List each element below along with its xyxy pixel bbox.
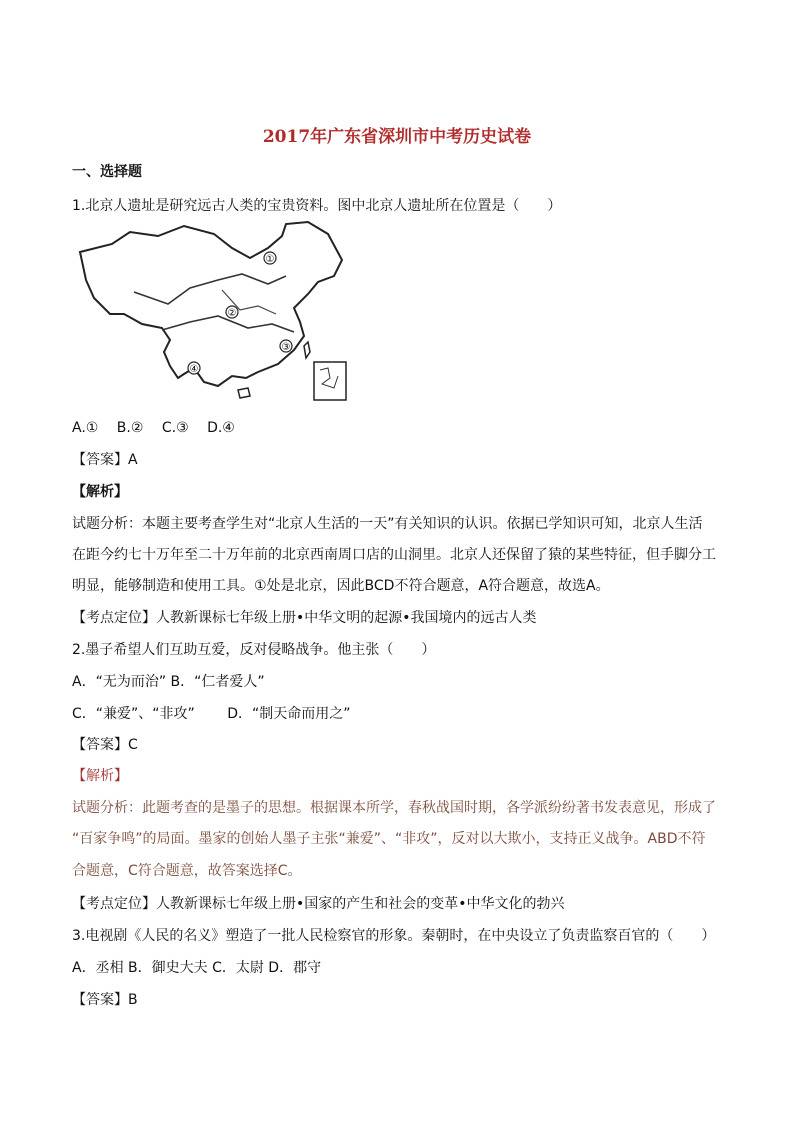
question-2-analysis-line: “百家争鸣”的局面。墨家的创始人墨子主张“兼爱”、“非攻”，反对以大欺小，支持正义战争。ABD不符 [72, 831, 706, 847]
taiwan-island [304, 342, 310, 358]
south-china-sea-inset [314, 362, 346, 400]
inset-islands [320, 368, 338, 388]
marker-4: ④ [189, 364, 199, 375]
question-2-options-2: C．“兼爱”、“非攻” D．“制天命而用之” [72, 706, 351, 722]
section-heading: 一、选择题 [72, 164, 142, 180]
question-1-kaodian: 【考点定位】人教新课标七年级上册•中华文明的起源•我国境内的远古人类 [72, 610, 537, 626]
question-2-analysis-line: 合题意，C符合题意，故答案选择C。 [72, 863, 302, 879]
question-2-analysis-line: 试题分析：此题考查的是墨子的思想。根据课本所学，春秋战国时期，各学派纷纷著书发表意见，形成了 [72, 800, 716, 816]
question-2-answer: 【答案】C [72, 737, 138, 753]
marker-1: ① [265, 254, 275, 265]
question-1-analysis-line: 在距今约七十万年至二十万年前的北京西南周口店的山洞里。北京人还保留了猿的某些特征，但手脚分工 [72, 547, 716, 563]
page-title: 2017年广东省深圳市中考历史试卷 [262, 127, 532, 147]
question-1-analysis-title: 【解析】 [72, 484, 128, 500]
question-3: 3.电视剧《人民的名义》塑造了一批人民检察官的形象。秦朝时，在中央设立了负责监察百官的（ ） [72, 928, 716, 944]
question-1-options: A.① B.② C.③ D.④ [72, 420, 235, 436]
yellow-river-line [134, 274, 286, 304]
marker-3: ③ [281, 342, 291, 353]
question-3-options: A．丞相 B．御史大夫 C．太尉 D．郡守 [72, 960, 322, 976]
question-2: 2.墨子希望人们互助互爱，反对侵略战争。他主张（ ） [72, 642, 436, 658]
question-2-analysis-title: 【解析】 [72, 768, 128, 784]
china-map-figure [72, 218, 362, 406]
question-3-answer: 【答案】B [72, 992, 138, 1008]
question-1-analysis-line: 明显，能够制造和使用工具。①处是北京，因此BCD不符合题意，A符合题意，故选A。 [72, 578, 610, 594]
question-1: 1.北京人遗址是研究远古人类的宝贵资料。图中北京人遗址所在位置是（ ） [72, 198, 562, 214]
question-2-kaodian: 【考点定位】人教新课标七年级上册•国家的产生和社会的变革•中华文化的勃兴 [72, 896, 565, 912]
question-2-options-1: A．“无为而治” B．“仁者爱人” [72, 674, 265, 690]
map-outline [80, 222, 342, 386]
marker-2: ② [227, 308, 237, 319]
question-1-analysis-line: 试题分析：本题主要考查学生对“北京人生活的一天”有关知识的认识。依据已学知识可知，北京人生活 [72, 516, 703, 532]
hainan-island [238, 388, 250, 398]
question-1-answer: 【答案】A [72, 452, 138, 468]
